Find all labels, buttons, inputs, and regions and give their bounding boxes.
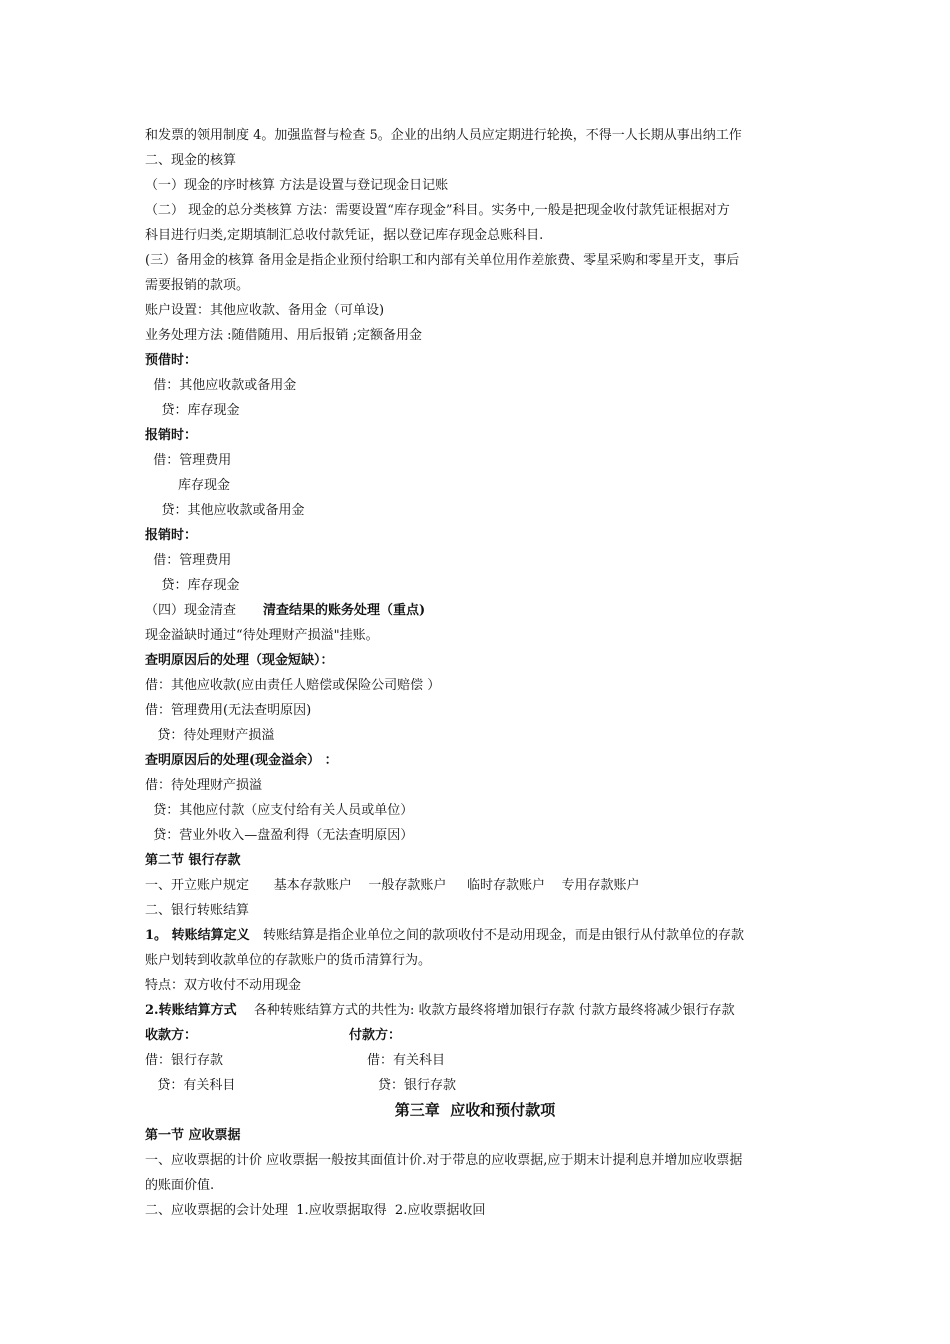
text-line: （一）现金的序时核算 方法是设置与登记现金日记账: [145, 178, 449, 193]
journal-entry: 贷：其他应收款或备用金: [145, 503, 305, 518]
bold-label: 报销时：: [145, 428, 198, 443]
text-line: 和发票的领用制度 4。加强监督与检查 5。企业的出纳人员应定期进行轮换，不得一人长期从事出纳工作: [145, 128, 742, 143]
section-heading: 第二节 银行存款: [145, 853, 241, 868]
text-line: 科目进行归类,定期填制汇总收付款凭证，据以登记库存现金总账科目.: [145, 228, 544, 243]
journal-entry: 借：其他应收款或备用金: [145, 378, 297, 393]
bold-label: 清查结果的账务处理（重点): [263, 603, 426, 618]
text-line: 转账结算是指企业单位之间的款项收付不是动用现金，而是由银行从付款单位的存款: [263, 928, 745, 943]
bold-label: 2.转账结算方式: [145, 1003, 237, 1018]
text-line: （二） 现金的总分类核算 方法：需要设置“库存现金”科目。实务中,一般是把现金收付款凭证根据对方: [145, 203, 730, 218]
text-line: 账户划转到收款单位的存款账户的货币清算行为。: [145, 953, 432, 968]
text-line: 一、开立账户规定 基本存款账户 一般存款账户 临时存款账户 专用存款账户: [145, 878, 640, 893]
journal-entry: 借：待处理财产损溢: [145, 778, 263, 793]
section-heading: 二、现金的核算: [145, 153, 237, 168]
journal-entry: 贷：待处理财产损溢: [145, 728, 275, 743]
bold-label: 1。 转账结算定义: [145, 928, 250, 943]
journal-entry: 借：有关科目: [367, 1053, 446, 1068]
text-line: 的账面价值.: [145, 1178, 215, 1193]
journal-entry: 借：银行存款: [145, 1053, 224, 1068]
text-line: 二、银行转账结算: [145, 903, 250, 918]
bold-label: 查明原因后的处理(现金溢余） ：: [145, 753, 338, 768]
journal-entry: 贷：其他应付款（应支付给有关人员或单位）: [145, 803, 414, 818]
bold-label: 查明原因后的处理（现金短缺）：: [145, 653, 334, 668]
text-line: 业务处理方法 :随借随用、用后报销 ;定额备用金: [145, 328, 423, 343]
journal-entry: 借：管理费用: [145, 453, 232, 468]
text-line: 账户设置：其他应收款、备用金（可单设): [145, 303, 385, 318]
journal-entry: 贷：营业外收入—盘盈利得（无法查明原因）: [145, 828, 414, 843]
bold-label: 收款方：: [145, 1028, 198, 1043]
journal-entry: 贷：银行存款: [378, 1078, 457, 1093]
bold-label: 付款方：: [349, 1028, 402, 1043]
section-heading: 第一节 应收票据: [145, 1128, 241, 1143]
text-line: 现金溢缺时通过“待处理财产损溢"挂账。: [145, 628, 379, 643]
bold-label: 预借时：: [145, 353, 198, 368]
bold-label: 报销时：: [145, 528, 198, 543]
journal-entry: 贷：库存现金: [145, 578, 240, 593]
journal-entry: 贷：库存现金: [145, 403, 240, 418]
text-line: 二、应收票据的会计处理 1.应收票据取得 2.应收票据收回: [145, 1203, 486, 1218]
text-line: 一、应收票据的计价 应收票据一般按其面值计价.对于带息的应收票据,应于期末计提利息并增加应收票据: [145, 1153, 743, 1168]
text-line: 需要报销的款项。: [145, 278, 250, 293]
journal-entry: 借：管理费用: [145, 553, 232, 568]
journal-entry: 借：其他应收款(应由责任人赔偿或保险公司赔偿 ）: [145, 678, 441, 693]
text-line: 特点：双方收付不动用现金: [145, 978, 302, 993]
text-line: (三）备用金的核算 备用金是指企业预付给职工和内部有关单位用作差旅费、零星采购和零星开支，事后: [145, 253, 740, 268]
chapter-title: 第三章 应收和预付款项: [394, 1101, 556, 1119]
journal-entry: 借：管理费用(无法查明原因): [145, 703, 312, 718]
text-line: 各种转账结算方式的共性为: 收款方最终将增加银行存款 付款方最终将减少银行存款: [254, 1003, 735, 1018]
journal-entry: 库存现金: [145, 478, 231, 493]
journal-entry: 贷：有关科目: [145, 1078, 236, 1093]
text-line: （四）现金清查: [145, 603, 237, 618]
